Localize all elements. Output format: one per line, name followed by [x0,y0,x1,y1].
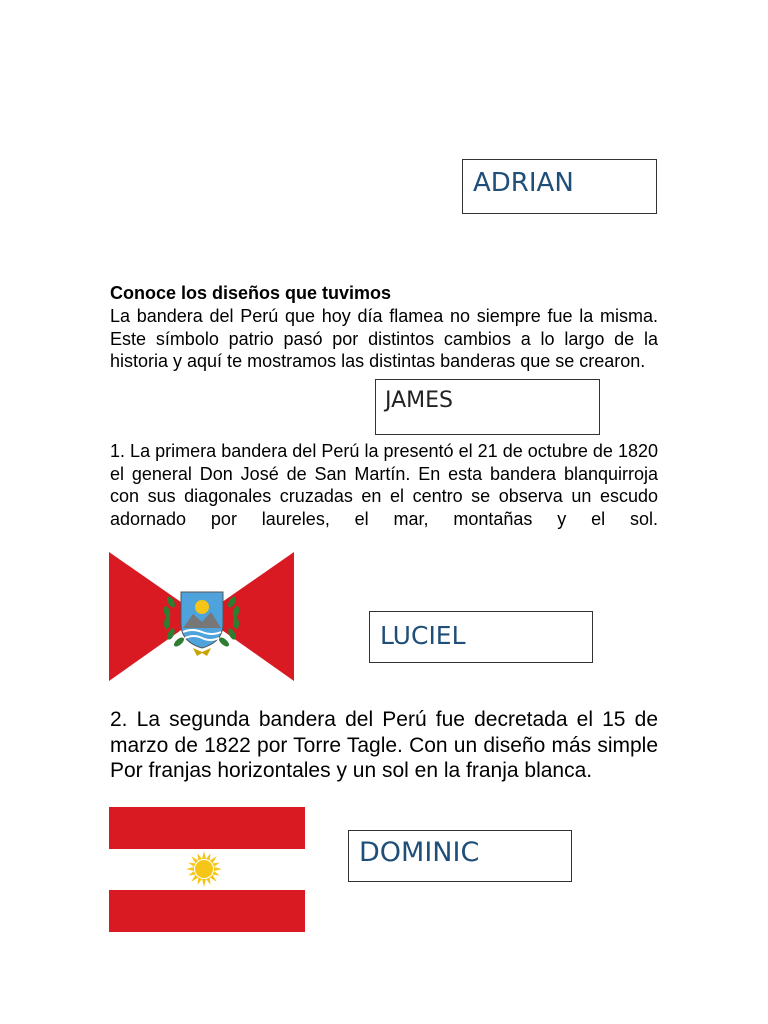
name-box-james [375,379,600,435]
paragraph-first-flag: 1. La primera bandera del Perú la presentó el 21 de octubre de 1820 el general Don José de San Martín. En esta bandera blanquirroja con sus diagonales cruzadas en el centro se observa un escudo adornado por laureles, el mar, montañas y el sol. [110,441,658,530]
name-label-james: JAMES [385,388,453,413]
name-label-luciel: LUCIEL [380,621,466,650]
second-flag-image [109,807,305,932]
intro-paragraph: La bandera del Perú que hoy día flamea no siempre fue la misma. Este símbolo patrio pasó por distintos cambios a lo largo de la historia y aquí te mostramos las distintas banderas que se crearon. [110,306,658,371]
name-label-dominic: DOMINIC [359,837,480,868]
name-box-adrian [462,159,657,214]
paragraph-second-flag: 2. La segunda bandera del Perú fue decretada el 15 de marzo de 1822 por Torre Tagle. Con un diseño más simple Por franjas horizontales y un sol en la franja blanca. [110,708,658,782]
name-label-adrian: ADRIAN [473,168,574,198]
section-heading: Conoce los diseños que tuvimos [110,283,392,303]
name-box-luciel [369,611,593,663]
first-flag-image [109,552,294,681]
name-box-dominic [348,830,572,882]
